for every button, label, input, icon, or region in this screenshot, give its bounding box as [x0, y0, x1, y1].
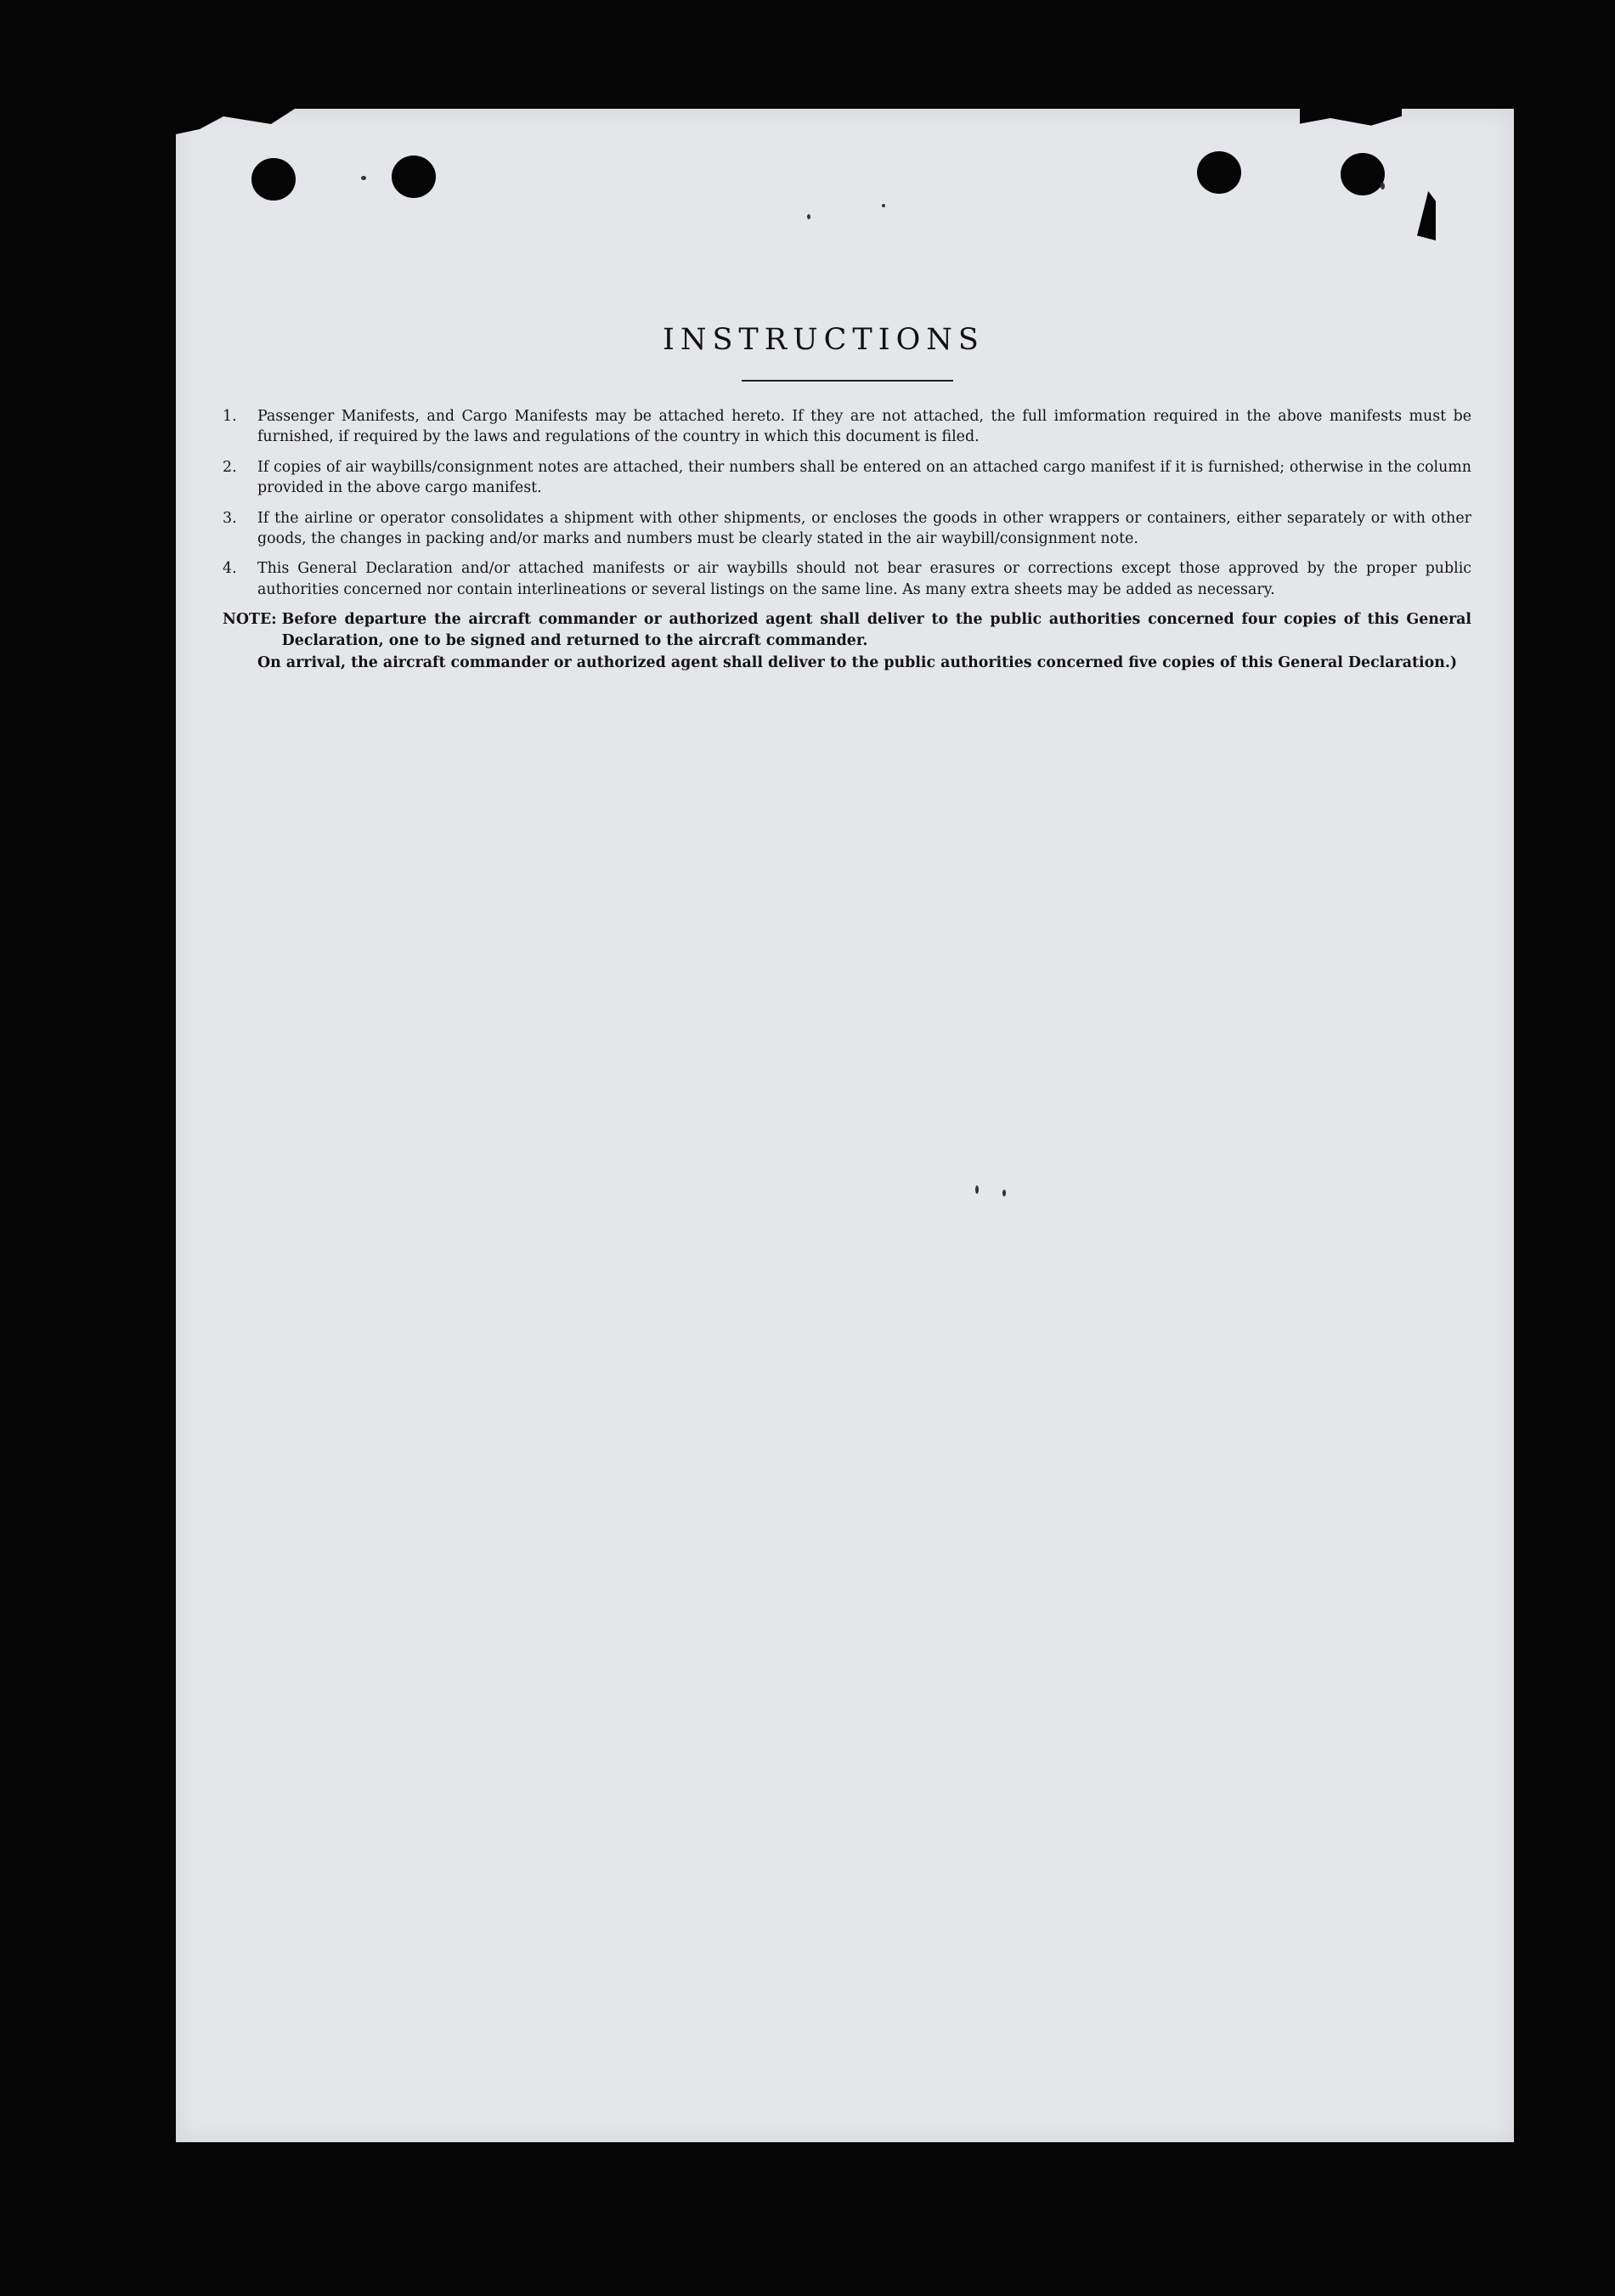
note-block [223, 609, 1471, 651]
list-item [223, 457, 1471, 499]
item-text: If the airline or operator consolidates a shipment with other shipments, or encloses the goods in other wrappers or containers, either separately or with other goods, the changes in packing and/or marks and numbers must be clearly stated in the air waybill/consignment note. [257, 509, 1471, 548]
note-arrival-text: On arrival, the aircraft commander or authorized agent shall deliver to the public authorities concerned five copies of this General Declaration.) [257, 654, 1458, 672]
ink-speck [975, 1185, 979, 1194]
note-text: Before departure the aircraft commander or authorized agent shall deliver to the public authorities concerned four copies of this General Declaration, one to be signed and returned to the aircraft commander. [281, 611, 1471, 649]
punch-hole [251, 158, 296, 201]
ink-speck [1002, 1190, 1006, 1196]
title-underline [742, 380, 953, 382]
item-text: Passenger Manifests, and Cargo Manifests may be attached hereto. If they are not attached, the full imformation required in the above manifests must be furnished, if required by the laws and regulations of the country in which this document is filed. [257, 408, 1471, 446]
list-item [223, 406, 1471, 448]
item-number: 1. [223, 408, 237, 425]
ink-speck [882, 204, 885, 207]
list-item [223, 508, 1471, 550]
page-title: INSTRUCTIONS [663, 323, 985, 357]
item-number: 4. [223, 560, 237, 578]
item-text: This General Declaration and/or attached manifests or air waybills should not bear erasures or corrections except those approved by the proper public authorities concerned nor contain interlineations or several listings on the same line. As many extra sheets may be added as necessary. [257, 560, 1471, 598]
item-number: 2. [223, 458, 237, 476]
item-number: 3. [223, 509, 237, 527]
punch-hole [392, 156, 436, 198]
ink-speck [361, 176, 366, 180]
ink-speck [807, 214, 810, 219]
item-text: If copies of air waybills/consignment notes are attached, their numbers shall be entered on an attached cargo manifest if it is furnished; otherwise in the column provided in the above cargo manifest. [257, 458, 1471, 497]
ink-speck [1381, 183, 1385, 189]
note-label: NOTE: [223, 611, 277, 629]
punch-hole [1341, 153, 1385, 195]
list-item [223, 558, 1471, 600]
instructions-list [223, 406, 1471, 673]
punch-hole [1197, 151, 1241, 194]
